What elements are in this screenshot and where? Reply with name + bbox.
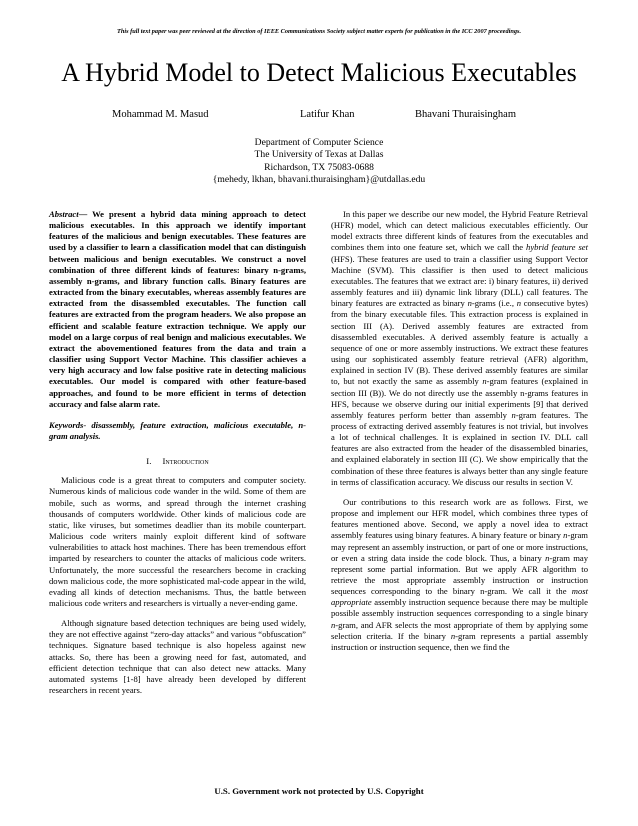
emphasis-run: n: [331, 619, 336, 630]
text-run: consecutive bytes) from the binary executable files. This extraction process is explained in section III (A). Derived assembly features are extracted from disassembled executables. A derived assembly feature is actually a sequence of one or more assembly instructions. We extract these features using our sophisticated assembly feature retrieval (AFR) algorithm, explained in section IV (B). These derived assembly features are similar to, but not exactly the same as assembly: [331, 298, 589, 387]
emphasis-run: n: [563, 530, 568, 541]
paper-title: A Hybrid Model to Detect Malicious Executables: [61, 58, 577, 87]
header-note: This full text paper was peer reviewed at the direction of IEEE Communications Society subject matter experts for publication in the ICC 2007 proceedings.: [116, 28, 522, 35]
keywords: Keywords- disassembly, feature extraction, malicious executable, n-gram analysis.: [49, 419, 306, 441]
emphasis-run: n: [450, 630, 456, 641]
emphasis-run: n: [467, 298, 472, 309]
section-heading-introduction: [49, 456, 306, 467]
text-run: -gram may represent some partial information. But we apply AFR algorithm to retrieve the most appropriate assembly instruction or instruction sequences corresponding to the binary n-gram. We call it the: [331, 552, 588, 597]
emphasis-run: n: [511, 409, 516, 420]
emphasis-run: n: [482, 376, 487, 387]
affiliation-univ: The University of Texas at Dallas: [254, 149, 384, 161]
affiliation-city: Richardson, TX 75083-0688: [264, 161, 374, 173]
text-run: -grams (i.e.,: [471, 298, 517, 309]
text-run: -gram, and AFR selects the most appropriate of them by applying some selection criteria. If the binary: [331, 619, 588, 641]
abstract: [49, 209, 306, 410]
text-run: -gram features. The process of extracting derived assembly features is not trivial, but involves a lot of technical challenges. It is explained in section IV. DLL call features are also extracted from the header of the disassembled binaries, and explained elaborately in section III (C). We show empirically that the combination of these three features is always better than any single feature in terms of classification accuracy. We discuss our results in section V.: [331, 409, 588, 487]
emphasis-run: n: [545, 552, 550, 563]
text-run: -gram may represent an assembly instruction, or part of one or more instructions, or even a string data inside the code block. Thus, a binary: [331, 530, 588, 563]
text-run: -gram features (explained in section III (B)). We do not directly use the assembly n-grams features in HFS, because we observe during our initial experiments [9] that derived assembly features perform better than assembly: [331, 376, 588, 420]
text-run: In this paper we describe our new model, the Hybrid Feature Retrieval (HFR) model, which can detect malicious executables efficiently. Our model extracts three different kinds of features from the executables and combines them into one feature set, which we call the: [331, 209, 588, 253]
emphasis-run: most appropriate: [331, 586, 588, 608]
left-column: [49, 209, 306, 696]
copyright-footer: U.S. Government work not protected by U.S. Copyright: [214, 786, 424, 796]
text-run: assembly instruction sequence because there may be multiple possible assembly instruction sequences corresponding to a single binary: [331, 597, 588, 619]
model-paragraph: [331, 209, 588, 488]
emphasis-run: hybrid feature set: [526, 242, 588, 253]
affiliation-emails: {mehedy, lkhan, bhavani.thuraisingham}@utdallas.edu: [212, 174, 426, 186]
text-run: (HFS). These features are used to train a classifier using Support Vector Machine (SVM). This classifier is then used to detect malicious executables. The features that we extract are: i) binary features, ii) derived assembly features and iii) dynamic link library (DLL) call features. The binary features are extracted as binary: [331, 253, 588, 309]
intro-paragraph-1: Malicious code is a great threat to computers and computer society. Numerous kinds of malicious code wander in the wild. Some of them are mobile, such as worms, and spread through the internet crashing thousands of computers worldwide. Other kinds of malicious code are static, like viruses, but sometimes deadlier than its mobile counterpart. Malicious code writers mainly exploit different kind of software vulnerabilities to attack host machines. There has been tremendous effort imparted by researchers to counter the attacks of malicious code writers. Unfortunately, the more successful the researchers become in cracking down malicious code, the more sophisticated mal-code appear in the wild, evading all kinds of detection mechanisms. Thus, the battle between malicious code writers and researchers is virtually a never-ending game.: [49, 475, 306, 608]
abstract-dash: —: [78, 209, 93, 219]
affiliation-dept: Department of Computer Science: [254, 137, 384, 148]
abstract-text: We present a hybrid data mining approach to detect malicious executables. In this approach we identify important features of the malicious and benign executables. These features are used by a classifier to learn a classification model that can distinguish between malicious and benign executables. We construct a novel combination of three different kinds of features: binary n-grams, assembly n-grams, and library function calls. Binary features are extracted from the binary executables, whereas assembly features are extracted from the disassembled executables. The function call features are extracted from the program headers. We also propose an efficient and scalable feature extraction technique. We apply our model on a large corpus of real benign and malicious executables. We extract the abovementioned features from the data and train a classifier using Support Vector Machine. This classifier achieves a very high accuracy and low false positive rate in detecting malicious executables. Our model is compared with other feature-based approaches, and found to be more efficient in terms of detection accuracy and false alarm rate.: [49, 209, 307, 409]
author-1: Mohammad M. Masud: [112, 109, 209, 120]
author-3: Bhavani Thuraisingham: [415, 109, 516, 120]
intro-paragraph-2: Although signature based detection techniques are being used widely, they are not effective against “zero-day attacks” and various “obfuscation” techniques. Signature based technique is also hopeless against new attacks. So, there has been a growing need for fast, automated, and efficient detection technique that can also detect new attacks. Many automated systems [1-8] have already been developed by different researchers in recent years.: [49, 618, 306, 696]
section-title: Introduction: [162, 456, 209, 467]
right-column: [331, 209, 588, 653]
contributions-paragraph: [331, 497, 588, 653]
text-run: Our contributions to this research work are as follows. First, we propose and implement our HFR model, which combines three types of features mentioned above. Second, we apply a novel idea to extract assembly features using binary features. A binary feature or binary: [331, 496, 588, 541]
text-run: -gram represents a partial assembly instruction or instruction sequence, then we find the: [331, 630, 588, 652]
author-2: Latifur Khan: [300, 109, 355, 120]
section-number: I.: [146, 456, 152, 467]
abstract-label: Abstract: [49, 209, 79, 219]
emphasis-run: n: [516, 298, 521, 309]
affiliation: [0, 137, 638, 187]
